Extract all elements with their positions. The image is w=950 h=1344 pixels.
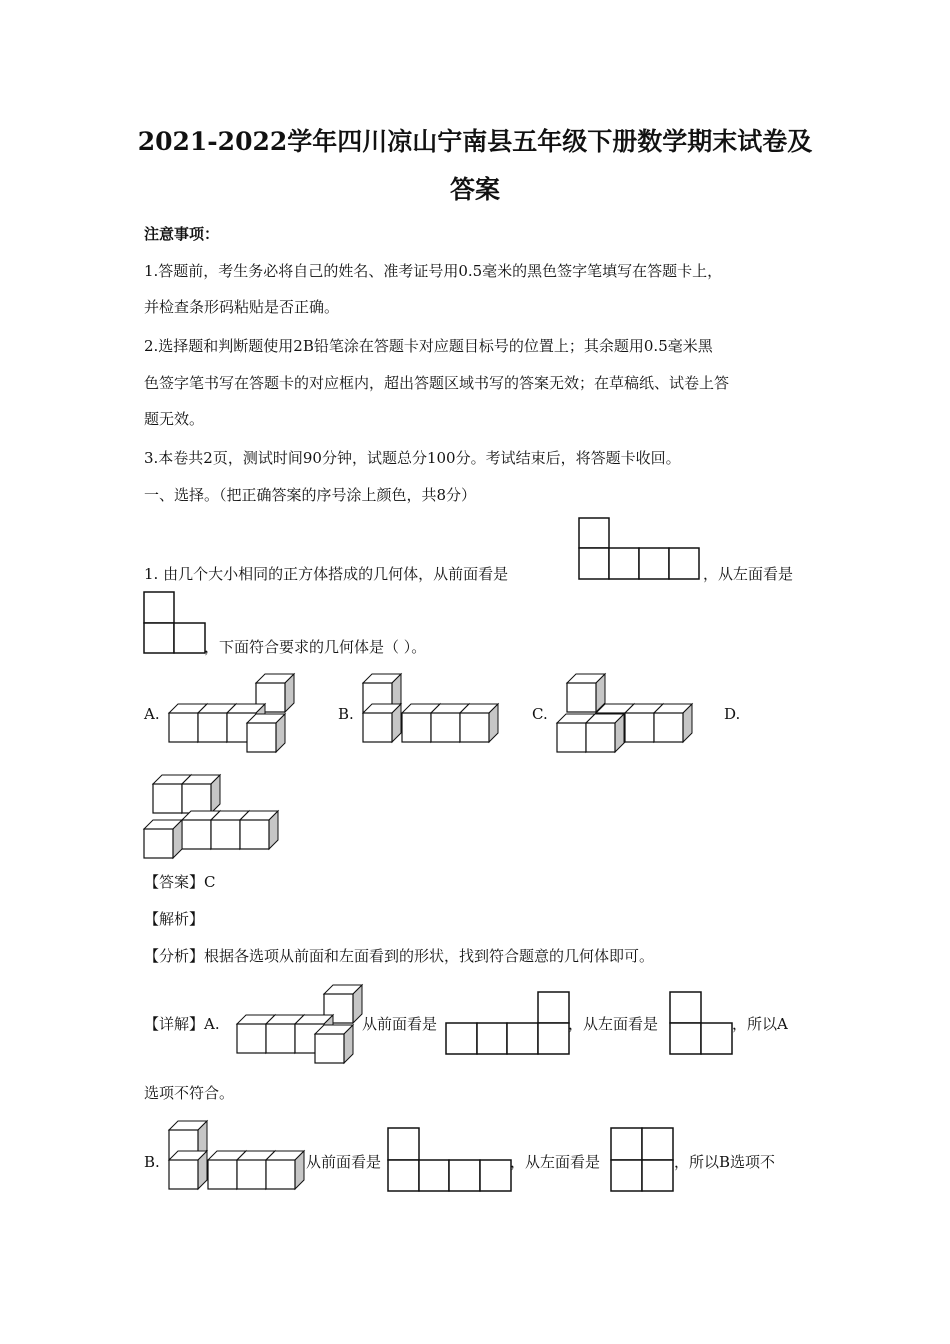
notice-item-3: 3.本卷共2页，测试时间90分钟，试题总分100分。考试结束后，将答题卡收回。 bbox=[144, 449, 681, 467]
cube-front-face bbox=[266, 1160, 295, 1189]
option-c-label: C. bbox=[532, 705, 548, 723]
notice-item-2-line-1: 2.选择题和判断题使用2B铅笔涂在答题卡对应题目标号的位置上；其余题用0.5毫米黑 bbox=[144, 337, 713, 355]
detail-b-conclusion: ，所以B选项不 bbox=[674, 1153, 776, 1171]
cube-front-face bbox=[363, 713, 392, 742]
cube-front-face bbox=[557, 723, 586, 752]
option-c-figure bbox=[556, 673, 696, 753]
cube-front-face bbox=[586, 723, 615, 752]
cube-front-face bbox=[182, 820, 211, 849]
cube-front-face bbox=[431, 713, 460, 742]
cube-front-face bbox=[153, 784, 182, 813]
detail-a-end: 选项不符合。 bbox=[144, 1084, 235, 1102]
detail-b-left-view bbox=[610, 1127, 676, 1193]
cube-front-face bbox=[315, 1034, 344, 1063]
detail-b-prefix: B. bbox=[144, 1153, 160, 1171]
cube-front-face bbox=[567, 683, 596, 712]
detail-a-left-label: ，从左面看是 bbox=[568, 1015, 659, 1033]
front-view-figure bbox=[578, 517, 702, 581]
cube-front-face bbox=[240, 820, 269, 849]
detail-b-solid-figure bbox=[168, 1120, 308, 1200]
cube-front-face bbox=[247, 723, 276, 752]
option-d-label: D. bbox=[724, 705, 741, 723]
cube-front-face bbox=[402, 713, 431, 742]
cube-front-face bbox=[169, 713, 198, 742]
cube-front-face bbox=[237, 1160, 266, 1189]
detail-b-left-label: ，从左面看是 bbox=[510, 1153, 601, 1171]
cube-front-face bbox=[266, 1024, 295, 1053]
option-b-figure bbox=[362, 673, 502, 753]
option-d-figure bbox=[143, 772, 283, 854]
detail-a-front-view bbox=[445, 991, 571, 1055]
question-1-stem-part-1: 1. 由几个大小相同的正方体搭成的几何体，从前面看是 bbox=[144, 565, 509, 583]
option-b-label: B. bbox=[338, 705, 354, 723]
notice-item-2-line-2: 色签字笔书写在答题卡的对应框内，超出答题区域书写的答案无效；在草稿纸、试卷上答 bbox=[144, 374, 730, 392]
detail-a-conclusion: ，所以A bbox=[732, 1015, 788, 1033]
cube-front-face bbox=[198, 713, 227, 742]
cube-front-face bbox=[625, 713, 654, 742]
notice-item-1-line-1: 1.答题前，考生务必将自己的姓名、准考证号用0.5毫米的黑色签字笔填写在答题卡上， bbox=[144, 262, 723, 280]
analysis-text: 【分析】根据各选项从前面和左面看到的形状，找到符合题意的几何体即可。 bbox=[144, 947, 655, 965]
cube-front-face bbox=[169, 1160, 198, 1189]
detail-b-front-label: 从前面看是 bbox=[306, 1153, 382, 1171]
detail-a-left-view bbox=[669, 991, 735, 1055]
question-1-stem-part-2: ，从左面看是 bbox=[703, 565, 794, 583]
option-a-figure bbox=[168, 673, 298, 753]
cube-front-face bbox=[144, 829, 173, 858]
detail-a-solid-figure bbox=[236, 984, 366, 1064]
question-1-stem-part-3: ，下面符合要求的几何体是（ ）。 bbox=[204, 638, 427, 656]
notice-item-1-line-2: 并检查条形码粘贴是否正确。 bbox=[144, 298, 340, 316]
cube-front-face bbox=[211, 820, 240, 849]
cube-front-face bbox=[208, 1160, 237, 1189]
answer-line: 【答案】C bbox=[144, 873, 216, 891]
detail-a-prefix: 【详解】A. bbox=[144, 1015, 220, 1033]
cube-front-face bbox=[182, 784, 211, 813]
document-title-line2: 答案 bbox=[449, 175, 500, 204]
detail-b-front-view bbox=[387, 1127, 513, 1193]
section-1-heading: 一、选择。（把正确答案的序号涂上颜色，共8分） bbox=[144, 486, 477, 504]
left-view-figure bbox=[143, 591, 207, 655]
analysis-heading: 【解析】 bbox=[144, 910, 205, 928]
document-title-line1: 2021-2022学年四川凉山宁南县五年级下册数学期末试卷及 bbox=[137, 127, 813, 156]
cube-front-face bbox=[237, 1024, 266, 1053]
detail-a-front-label: 从前面看是 bbox=[362, 1015, 438, 1033]
cube-front-face bbox=[460, 713, 489, 742]
notice-item-2-line-3: 题无效。 bbox=[144, 410, 205, 428]
option-a-label: A. bbox=[144, 705, 160, 723]
notice-heading: 注意事项： bbox=[144, 225, 220, 243]
cube-front-face bbox=[654, 713, 683, 742]
